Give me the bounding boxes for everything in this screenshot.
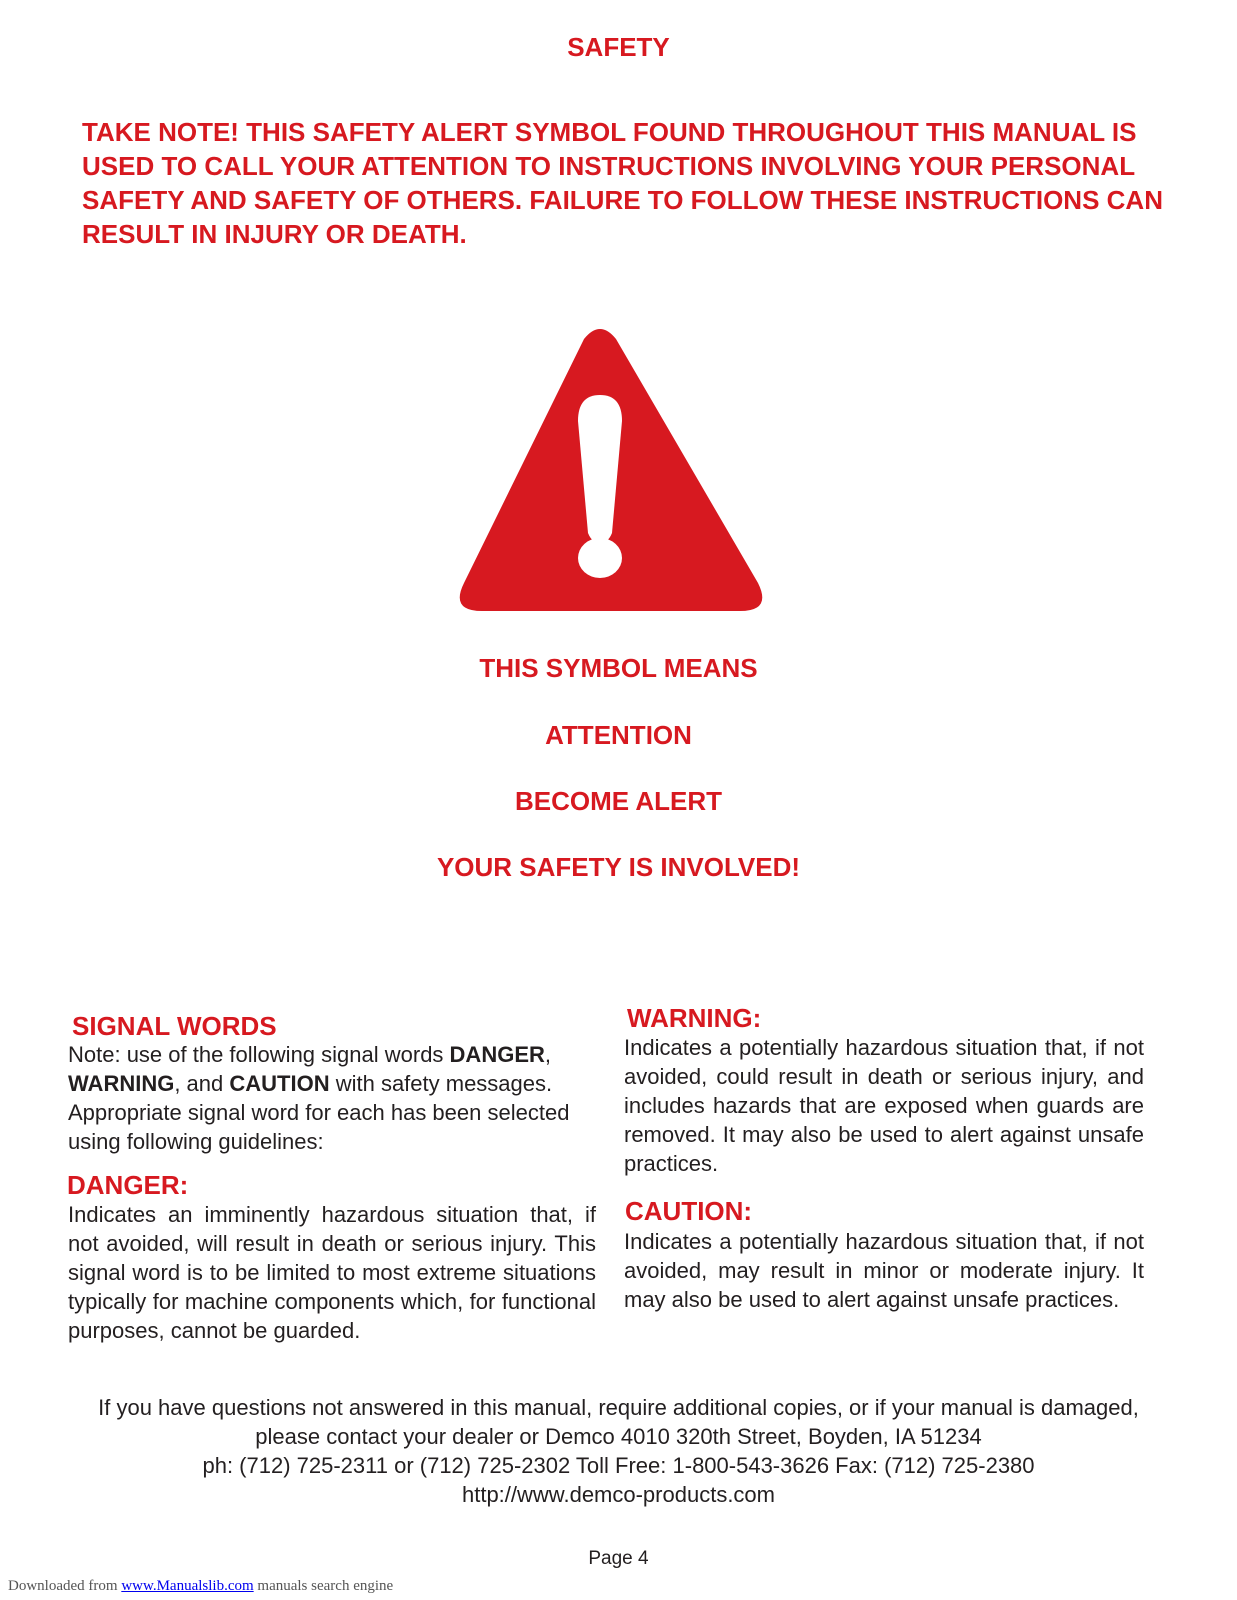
signal-words-heading: SIGNAL WORDS bbox=[72, 1011, 277, 1041]
signal-words-note: Note: use of the following signal words DANGER, WARNING, and CAUTION with safety messages. Appropriate signal word for each has been selected using following guidelines: bbox=[68, 1042, 570, 1154]
symbol-meaning-line: YOUR SAFETY IS INVOLVED! bbox=[436, 852, 801, 882]
danger-description: Indicates an imminently hazardous situation that, if not avoided, will result in death or serious injury. This signal word is to be limited to most extreme situations typically for machine components which, for functional purposes, cannot be guarded. bbox=[68, 1202, 596, 1343]
symbol-meaning-line: ATTENTION bbox=[545, 720, 692, 750]
symbol-meaning-line: THIS SYMBOL MEANS bbox=[479, 653, 758, 683]
caution-description: Indicates a potentially hazardous situation that, if not avoided, may result in minor or moderate injury. It may also be used to alert against unsafe practices. bbox=[624, 1229, 1144, 1312]
page-number: Page 4 bbox=[588, 1548, 649, 1569]
contact-info bbox=[0, 1393, 1237, 1509]
danger-heading: DANGER: bbox=[67, 1170, 189, 1200]
caution-heading: CAUTION: bbox=[625, 1196, 753, 1226]
contact-phone-line: ph: (712) 725-2311 or (712) 725-2302 Toll Free: 1-800-543-3626 Fax: (712) 725-2380 bbox=[202, 1453, 1035, 1478]
warning-heading: WARNING: bbox=[627, 1003, 762, 1033]
symbol-meaning-line: BECOME ALERT bbox=[514, 786, 723, 816]
website-link[interactable]: http://www.demco-products.com bbox=[461, 1482, 775, 1507]
manualslib-link[interactable]: www.Manualslib.com bbox=[121, 1578, 254, 1594]
download-footer: Downloaded from www.Manualslib.com manuals search engine bbox=[8, 1578, 394, 1594]
safety-alert-triangle-icon bbox=[456, 325, 766, 625]
caution-word: CAUTION bbox=[229, 1071, 330, 1096]
contact-line: please contact your dealer or Demco 4010 320th Street, Boyden, IA 51234 bbox=[255, 1424, 982, 1449]
warning-word: WARNING bbox=[68, 1071, 175, 1096]
safety-notice: TAKE NOTE! THIS SAFETY ALERT SYMBOL FOUND THROUGHOUT THIS MANUAL IS USED TO CALL YOUR ATTENTION TO INSTRUCTIONS INVOLVING YOUR PERSONAL SAFETY AND SAFETY OF OTHERS. FAILURE TO FOLLOW THESE INSTRUCTIONS CAN RESULT IN INJURY OR DEATH. bbox=[82, 117, 1163, 249]
danger-word: DANGER bbox=[449, 1042, 545, 1067]
contact-line: If you have questions not answered in this manual, require additional copies, or if your manual is damaged, bbox=[98, 1395, 1139, 1420]
page-title: SAFETY bbox=[567, 32, 670, 62]
warning-description: Indicates a potentially hazardous situation that, if not avoided, could result in death or serious injury, and includes hazards that are exposed when guards are removed. It may also be used to alert against unsafe practices. bbox=[624, 1035, 1144, 1176]
